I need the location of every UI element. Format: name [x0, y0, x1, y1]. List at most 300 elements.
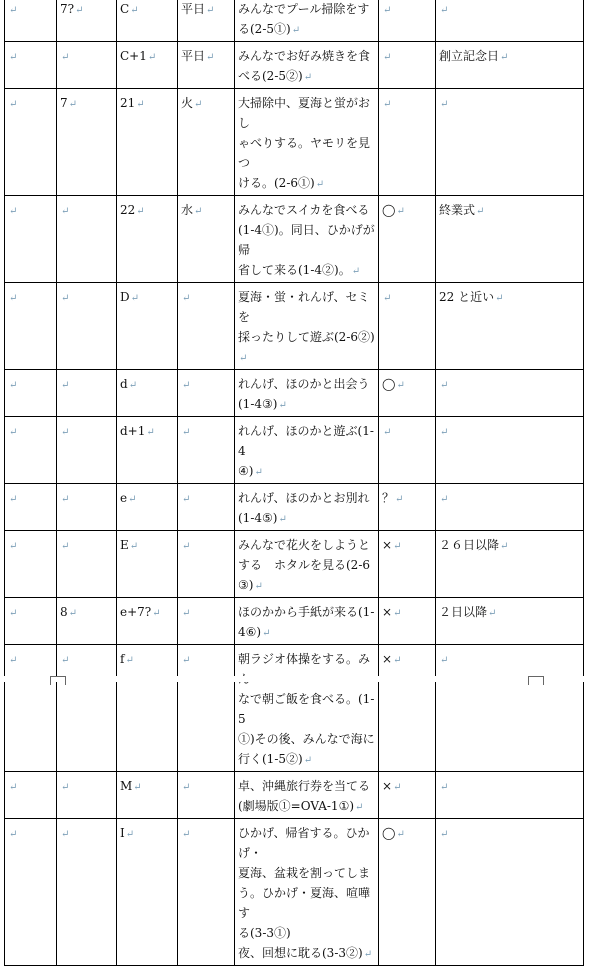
- return-mark-icon: ↵: [130, 293, 140, 304]
- return-mark-icon: ↵: [488, 608, 497, 619]
- blank-cell: [5, 819, 57, 966]
- status-cell: [379, 42, 436, 89]
- note-cell: [436, 283, 584, 370]
- event-line: [238, 394, 375, 416]
- event-line: [238, 133, 375, 173]
- event-cell: [235, 645, 379, 772]
- table-row: [5, 417, 584, 484]
- return-mark-icon: ↵: [61, 380, 70, 391]
- status-cell-text: ×: [382, 605, 393, 619]
- event-line: [238, 796, 375, 818]
- blank-cell: [5, 283, 57, 370]
- day-cell-text: 22: [120, 203, 136, 217]
- return-mark-icon: ↵: [440, 5, 449, 16]
- weekday-cell-text: 平日: [181, 2, 206, 16]
- table-row: [5, 598, 584, 645]
- event-line: [238, 943, 375, 965]
- event-line-text: 採ったりして遊ぶ(2-6②): [238, 330, 375, 344]
- return-mark-icon: ↵: [254, 467, 263, 478]
- month-cell: [57, 772, 117, 819]
- event-line-text: る(3-3①): [238, 926, 291, 940]
- status-cell: [379, 196, 436, 283]
- day-cell: [117, 370, 178, 417]
- event-cell: [235, 772, 379, 819]
- return-mark-icon: ↵: [61, 829, 70, 840]
- event-cell: [235, 283, 379, 370]
- note-cell: [436, 417, 584, 484]
- status-cell-text: ◯: [382, 377, 396, 391]
- day-cell: [117, 283, 178, 370]
- day-cell-text: d+1: [120, 424, 146, 438]
- note-cell-text: ２６日以降: [439, 538, 500, 552]
- return-mark-icon: ↵: [303, 72, 313, 83]
- return-mark-icon: ↵: [61, 206, 70, 217]
- status-cell-text: ◯: [382, 826, 396, 840]
- return-mark-icon: ↵: [262, 628, 271, 639]
- day-cell-text: e: [120, 491, 128, 505]
- event-line: [238, 220, 375, 260]
- event-cell: [235, 484, 379, 531]
- event-line-text: ける。(2-6①): [238, 176, 315, 190]
- return-mark-icon: ↵: [194, 99, 203, 110]
- note-cell-text: 22 と近い: [439, 290, 495, 304]
- event-line-text: 夜、回想に耽る(3-3②): [238, 946, 363, 960]
- return-mark-icon: ↵: [61, 52, 70, 63]
- status-cell: [379, 417, 436, 484]
- page-corner-mark-left: [50, 676, 66, 685]
- return-mark-icon: ↵: [182, 541, 191, 552]
- month-cell-text: 8: [60, 605, 68, 619]
- event-line-text: ③): [238, 578, 254, 592]
- event-line-text: 卓、沖縄旅行券を当てる: [238, 779, 371, 793]
- note-cell-text: ２日以降: [439, 605, 488, 619]
- status-cell: [379, 283, 436, 370]
- day-cell: [117, 484, 178, 531]
- month-cell: [57, 531, 117, 598]
- month-cell: [57, 645, 117, 772]
- return-mark-icon: ↵: [355, 802, 364, 813]
- event-line: [238, 508, 375, 530]
- event-line: [238, 776, 375, 796]
- return-mark-icon: ↵: [61, 494, 70, 505]
- weekday-cell: [178, 0, 235, 42]
- return-mark-icon: ↵: [383, 293, 392, 304]
- day-cell-text: d: [120, 377, 128, 391]
- return-mark-icon: ↵: [125, 829, 135, 840]
- note-cell: [436, 772, 584, 819]
- schedule-table: [4, 0, 584, 966]
- note-cell: [436, 196, 584, 283]
- table-row: [5, 772, 584, 819]
- return-mark-icon: ↵: [9, 608, 18, 619]
- table-row: [5, 283, 584, 370]
- table-row: [5, 819, 584, 966]
- day-cell: [117, 645, 178, 772]
- return-mark-icon: ↵: [9, 829, 18, 840]
- blank-cell: [5, 370, 57, 417]
- return-mark-icon: ↵: [303, 755, 313, 766]
- return-mark-icon: ↵: [128, 494, 137, 505]
- event-line-text: 省して来る(1-4②)。: [238, 263, 351, 277]
- return-mark-icon: ↵: [9, 99, 18, 110]
- event-line: [238, 0, 375, 19]
- return-mark-icon: ↵: [182, 782, 191, 793]
- return-mark-icon: ↵: [440, 99, 449, 110]
- status-cell-text: ？: [382, 491, 395, 505]
- event-line-text: べる(2-5②): [238, 69, 303, 83]
- return-mark-icon: ↵: [194, 206, 203, 217]
- return-mark-icon: ↵: [383, 427, 392, 438]
- event-line: [238, 93, 375, 133]
- weekday-cell: [178, 417, 235, 484]
- weekday-cell: [178, 645, 235, 772]
- event-line-text: 行く(1-5②): [238, 752, 303, 766]
- status-cell: [379, 89, 436, 196]
- status-cell-text: ×: [382, 538, 393, 552]
- return-mark-icon: ↵: [495, 293, 504, 304]
- event-line-text: 朝ラジオ体操をする。み: [238, 652, 371, 666]
- note-cell: [436, 42, 584, 89]
- event-line: [238, 729, 375, 749]
- status-cell-text: ×: [382, 652, 393, 666]
- blank-cell: [5, 0, 57, 42]
- event-cell: [235, 417, 379, 484]
- event-line: [238, 555, 375, 575]
- return-mark-icon: ↵: [133, 782, 142, 793]
- month-cell: [57, 819, 117, 966]
- return-mark-icon: ↵: [440, 427, 449, 438]
- day-cell: [117, 819, 178, 966]
- return-mark-icon: ↵: [278, 514, 287, 525]
- return-mark-icon: ↵: [146, 427, 155, 438]
- return-mark-icon: ↵: [61, 655, 70, 666]
- table-row: [5, 370, 584, 417]
- return-mark-icon: ↵: [9, 380, 18, 391]
- event-cell: [235, 0, 379, 42]
- day-cell: [117, 598, 178, 645]
- return-mark-icon: ↵: [68, 608, 78, 619]
- return-mark-icon: ↵: [61, 427, 70, 438]
- blank-cell: [5, 772, 57, 819]
- event-line: [238, 421, 375, 461]
- event-cell: [235, 598, 379, 645]
- return-mark-icon: ↵: [75, 5, 84, 16]
- event-line: [238, 173, 375, 195]
- day-cell: [117, 89, 178, 196]
- event-cell: [235, 89, 379, 196]
- event-line: [238, 488, 375, 508]
- event-line-text: 夏海、盆栽を割ってしま: [238, 866, 371, 880]
- return-mark-icon: ↵: [440, 782, 449, 793]
- blank-cell: [5, 42, 57, 89]
- weekday-cell-text: 平日: [181, 49, 206, 63]
- event-line-text: れんげ、ほのかと出会う: [238, 377, 370, 391]
- event-line: [238, 689, 375, 729]
- event-line-text: なで朝ご飯を食べる。(1-5: [238, 692, 375, 726]
- note-cell: [436, 370, 584, 417]
- return-mark-icon: ↵: [182, 427, 191, 438]
- month-cell-text: 7?: [60, 2, 75, 16]
- day-cell-text: C+1: [120, 49, 147, 63]
- return-mark-icon: ↵: [393, 782, 402, 793]
- return-mark-icon: ↵: [182, 829, 191, 840]
- event-line: [238, 863, 375, 883]
- weekday-cell: [178, 772, 235, 819]
- note-cell-text: 終業式: [439, 203, 476, 217]
- return-mark-icon: ↵: [393, 655, 402, 666]
- weekday-cell: [178, 819, 235, 966]
- return-mark-icon: ↵: [130, 5, 139, 16]
- event-cell: [235, 531, 379, 598]
- event-line-text: 4⑥): [238, 625, 262, 639]
- return-mark-icon: ↵: [182, 380, 191, 391]
- event-line-text: (1-4①)。同日、ひかげが帰: [238, 223, 375, 257]
- event-line-text: (1-4③): [238, 397, 278, 411]
- table-row: [5, 42, 584, 89]
- return-mark-icon: ↵: [182, 608, 191, 619]
- return-mark-icon: ↵: [9, 782, 18, 793]
- return-mark-icon: ↵: [206, 52, 215, 63]
- return-mark-icon: ↵: [128, 380, 138, 391]
- event-line-text: ①)その後、みんなで海に: [238, 732, 375, 746]
- return-mark-icon: ↵: [61, 293, 70, 304]
- return-mark-icon: ↵: [136, 99, 145, 110]
- month-cell: [57, 370, 117, 417]
- event-line: [238, 327, 375, 369]
- return-mark-icon: ↵: [351, 266, 361, 277]
- event-line-text: ④): [238, 464, 254, 478]
- event-cell: [235, 196, 379, 283]
- weekday-cell: [178, 42, 235, 89]
- return-mark-icon: ↵: [440, 655, 449, 666]
- status-cell-text: ×: [382, 779, 393, 793]
- return-mark-icon: ↵: [315, 179, 325, 190]
- event-line-text: れんげ、ほのかと遊ぶ(1-4: [238, 424, 374, 458]
- status-cell: [379, 645, 436, 772]
- month-cell: [57, 0, 117, 42]
- event-line-text: ひかげ、帰省する。ひかげ・: [238, 826, 370, 860]
- event-line: [238, 260, 375, 282]
- day-cell-text: I: [120, 826, 125, 840]
- note-cell: [436, 0, 584, 42]
- blank-cell: [5, 417, 57, 484]
- weekday-cell: [178, 598, 235, 645]
- event-line-text: る(2-5①): [238, 22, 291, 36]
- weekday-cell-text: 水: [181, 203, 194, 217]
- status-cell: [379, 0, 436, 42]
- event-line: [238, 649, 375, 689]
- day-cell: [117, 531, 178, 598]
- note-cell: [436, 89, 584, 196]
- return-mark-icon: ↵: [9, 5, 18, 16]
- return-mark-icon: ↵: [9, 655, 18, 666]
- blank-cell: [5, 598, 57, 645]
- note-cell-text: 創立記念日: [439, 49, 500, 63]
- weekday-cell: [178, 484, 235, 531]
- table-row: [5, 196, 584, 283]
- event-line: [238, 535, 375, 555]
- status-cell: [379, 531, 436, 598]
- month-cell: [57, 484, 117, 531]
- return-mark-icon: ↵: [393, 608, 402, 619]
- month-cell: [57, 89, 117, 196]
- event-line: [238, 602, 375, 622]
- return-mark-icon: ↵: [396, 206, 405, 217]
- day-cell: [117, 42, 178, 89]
- return-mark-icon: ↵: [239, 353, 248, 364]
- return-mark-icon: ↵: [9, 206, 18, 217]
- return-mark-icon: ↵: [9, 494, 18, 505]
- return-mark-icon: ↵: [152, 608, 161, 619]
- return-mark-icon: ↵: [291, 25, 301, 36]
- return-mark-icon: ↵: [9, 293, 18, 304]
- weekday-cell: [178, 531, 235, 598]
- blank-cell: [5, 196, 57, 283]
- weekday-cell: [178, 370, 235, 417]
- weekday-cell: [178, 196, 235, 283]
- table-row: [5, 484, 584, 531]
- day-cell-text: C: [120, 2, 130, 16]
- table-row: [5, 531, 584, 598]
- page-bottom-margin: [0, 676, 596, 682]
- note-cell: [436, 598, 584, 645]
- return-mark-icon: ↵: [395, 494, 404, 505]
- note-cell: [436, 819, 584, 966]
- day-cell: [117, 0, 178, 42]
- event-line: [238, 461, 375, 483]
- return-mark-icon: ↵: [383, 99, 392, 110]
- return-mark-icon: ↵: [476, 206, 485, 217]
- day-cell-text: D: [120, 290, 130, 304]
- day-cell-text: f: [120, 652, 125, 666]
- table-row: [5, 0, 584, 42]
- day-cell-text: 21: [120, 96, 136, 110]
- event-line: [238, 374, 375, 394]
- month-cell: [57, 42, 117, 89]
- event-line-text: 夏海・蛍・れんげ、セミを: [238, 290, 370, 324]
- return-mark-icon: ↵: [383, 5, 392, 16]
- status-cell: [379, 484, 436, 531]
- event-line-text: れんげ、ほのかとお別れ: [238, 491, 370, 505]
- event-cell: [235, 370, 379, 417]
- table-row: [5, 89, 584, 196]
- return-mark-icon: ↵: [278, 400, 287, 411]
- return-mark-icon: ↵: [182, 494, 191, 505]
- event-line: [238, 66, 375, 88]
- return-mark-icon: ↵: [182, 655, 191, 666]
- note-cell: [436, 645, 584, 772]
- return-mark-icon: ↵: [9, 427, 18, 438]
- return-mark-icon: ↵: [500, 541, 509, 552]
- event-line: [238, 823, 375, 863]
- weekday-cell-text: 火: [181, 96, 194, 110]
- return-mark-icon: ↵: [9, 52, 18, 63]
- event-line-text: 大掃除中、夏海と蛍がおし: [238, 96, 371, 130]
- event-line-text: (1-4⑤): [238, 511, 278, 525]
- event-line-text: みんなでスイカを食べる: [238, 203, 370, 217]
- event-cell: [235, 819, 379, 966]
- month-cell: [57, 283, 117, 370]
- event-line-text: みんなで花火をしようと: [238, 538, 371, 552]
- return-mark-icon: ↵: [396, 380, 405, 391]
- blank-cell: [5, 531, 57, 598]
- event-line: [238, 287, 375, 327]
- event-line: [238, 575, 375, 597]
- blank-cell: [5, 484, 57, 531]
- return-mark-icon: ↵: [500, 52, 509, 63]
- event-line-text: ゃべりする。ヤモリを見つ: [238, 136, 371, 170]
- event-line-text: みんなでお好み焼きを食: [238, 49, 371, 63]
- event-line: [238, 883, 375, 923]
- return-mark-icon: ↵: [147, 52, 157, 63]
- return-mark-icon: ↵: [363, 949, 373, 960]
- return-mark-icon: ↵: [68, 99, 78, 110]
- event-line-text: ほのかから手紙が来る(1-: [238, 605, 375, 619]
- note-cell: [436, 531, 584, 598]
- day-cell-text: M: [120, 779, 133, 793]
- return-mark-icon: ↵: [9, 541, 18, 552]
- event-line: [238, 200, 375, 220]
- status-cell: [379, 370, 436, 417]
- event-line: [238, 19, 375, 41]
- status-cell-text: ◯: [382, 203, 396, 217]
- event-line-text: う。ひかげ・夏海、喧嘩す: [238, 886, 371, 920]
- page-corner-mark-right: [528, 676, 544, 685]
- return-mark-icon: ↵: [125, 655, 134, 666]
- status-cell: [379, 598, 436, 645]
- return-mark-icon: ↵: [440, 380, 449, 391]
- weekday-cell: [178, 283, 235, 370]
- return-mark-icon: ↵: [440, 829, 449, 840]
- event-cell: [235, 42, 379, 89]
- event-line: [238, 622, 375, 644]
- return-mark-icon: ↵: [129, 541, 139, 552]
- day-cell: [117, 417, 178, 484]
- return-mark-icon: ↵: [393, 541, 402, 552]
- month-cell: [57, 417, 117, 484]
- event-line-text: する ホタルを見る(2-6: [238, 558, 371, 572]
- weekday-cell: [178, 89, 235, 196]
- return-mark-icon: ↵: [396, 829, 405, 840]
- return-mark-icon: ↵: [383, 52, 392, 63]
- note-cell: [436, 484, 584, 531]
- day-cell-text: E: [120, 538, 129, 552]
- day-cell-text: e+7?: [120, 605, 152, 619]
- return-mark-icon: ↵: [206, 5, 215, 16]
- day-cell: [117, 196, 178, 283]
- blank-cell: [5, 645, 57, 772]
- event-line-text: (劇場版①=OVA-1①): [238, 799, 355, 813]
- return-mark-icon: ↵: [136, 206, 145, 217]
- event-line-text: みんなでプール掃除をす: [238, 2, 370, 16]
- event-line: [238, 923, 375, 943]
- month-cell-text: 7: [60, 96, 68, 110]
- day-cell: [117, 772, 178, 819]
- return-mark-icon: ↵: [182, 293, 191, 304]
- return-mark-icon: ↵: [61, 782, 70, 793]
- return-mark-icon: ↵: [254, 581, 263, 592]
- status-cell: [379, 772, 436, 819]
- event-line: [238, 749, 375, 771]
- status-cell: [379, 819, 436, 966]
- return-mark-icon: ↵: [440, 494, 449, 505]
- month-cell: [57, 196, 117, 283]
- return-mark-icon: ↵: [61, 541, 70, 552]
- month-cell: [57, 598, 117, 645]
- blank-cell: [5, 89, 57, 196]
- table-row: [5, 645, 584, 772]
- schedule-table-body: [5, 0, 584, 966]
